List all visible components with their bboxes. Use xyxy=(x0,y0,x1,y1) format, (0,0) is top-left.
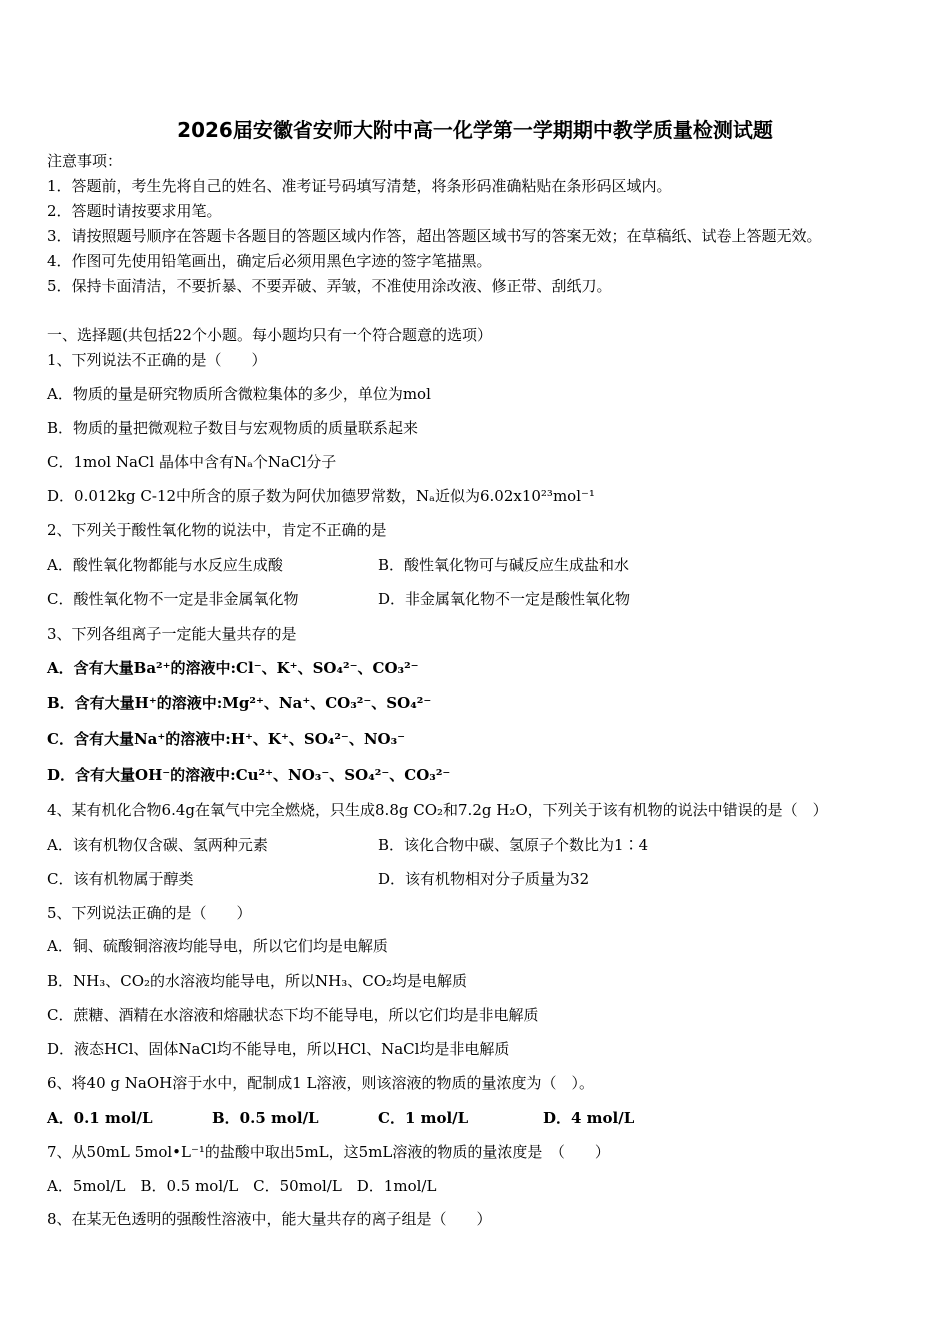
q2-option-b: B．酸性氧化物可与碱反应生成盐和水 xyxy=(378,556,630,574)
question-1-stem: 1、下列说法不正确的是（ ） xyxy=(47,351,267,369)
page-title: 2026届安徽省安师大附中高一化学第一学期期中教学质量检测试题 xyxy=(177,118,773,142)
q1-option-c: C．1mol NaCl 晶体中含有Nₐ个NaCl分子 xyxy=(47,453,337,471)
note-2: 2．答题时请按要求用笔。 xyxy=(47,202,222,220)
question-7-stem: 7、从50mL 5mol•L⁻¹的盐酸中取出5mL，这5mL溶液的物质的量浓度是 （ ） xyxy=(47,1143,610,1161)
q5-option-d: D．液态HCl、固体NaCl均不能导电，所以HCl、NaCl均是非电解质 xyxy=(47,1040,510,1058)
question-2-stem: 2、下列关于酸性氧化物的说法中，肯定不正确的是 xyxy=(47,521,387,539)
note-4: 4．作图可先使用铅笔画出，确定后必须用黑色字迹的签字笔描黑。 xyxy=(47,252,492,270)
q2-option-d: D．非金属氧化物不一定是酸性氧化物 xyxy=(378,590,631,608)
notes-heading: 注意事项： xyxy=(47,152,123,170)
note-1: 1．答题前，考生先将自己的姓名、准考证号码填写清楚，将条形码准确粘贴在条形码区域内。 xyxy=(47,177,672,195)
section-heading: 一、选择题(共包括22个小题。每小题均只有一个符合题意的选项） xyxy=(47,326,492,344)
q4-option-a: A．该有机物仅含碳、氢两种元素 xyxy=(47,836,268,854)
q3-option-c: C．含有大量Na⁺的溶液中:H⁺、K⁺、SO₄²⁻、NO₃⁻ xyxy=(47,730,406,748)
q6-option-d: D．4 mol/L xyxy=(543,1109,635,1127)
q3-option-b: B．含有大量H⁺的溶液中:Mg²⁺、Na⁺、CO₃²⁻、SO₄²⁻ xyxy=(47,694,432,712)
q3-option-a: A．含有大量Ba²⁺的溶液中:Cl⁻、K⁺、SO₄²⁻、CO₃²⁻ xyxy=(47,659,419,677)
q2-option-c: C．酸性氧化物不一定是非金属氧化物 xyxy=(47,590,299,608)
q6-option-c: C．1 mol/L xyxy=(378,1109,469,1127)
q1-option-d: D．0.012kg C-12中所含的原子数为阿伏加德罗常数，Nₐ近似为6.02x10²³mol⁻¹ xyxy=(47,487,595,505)
q1-option-a: A．物质的量是研究物质所含微粒集体的多少，单位为mol xyxy=(47,385,431,403)
q6-option-a: A．0.1 mol/L xyxy=(47,1109,153,1127)
q3-option-d: D．含有大量OH⁻的溶液中:Cu²⁺、NO₃⁻、SO₄²⁻、CO₃²⁻ xyxy=(47,766,451,784)
q4-option-d: D．该有机物相对分子质量为32 xyxy=(378,870,590,888)
q4-option-b: B．该化合物中碳、氢原子个数比为1∶4 xyxy=(378,836,649,854)
note-3: 3．请按照题号顺序在答题卡各题目的答题区域内作答，超出答题区域书写的答案无效；在草稿纸、试卷上答题无效。 xyxy=(47,227,822,245)
question-8-stem: 8、在某无色透明的强酸性溶液中，能大量共存的离子组是（ ） xyxy=(47,1210,492,1228)
q5-option-c: C．蔗糖、酒精在水溶液和熔融状态下均不能导电，所以它们均是非电解质 xyxy=(47,1006,539,1024)
question-6-stem: 6、将40 g NaOH溶于水中，配制成1 L溶液，则该溶液的物质的量浓度为（ ）。 xyxy=(47,1074,594,1092)
q6-option-b: B．0.5 mol/L xyxy=(212,1109,319,1127)
note-5: 5．保持卡面清洁，不要折暴、不要弄破、弄皱，不准使用涂改液、修正带、刮纸刀。 xyxy=(47,277,612,295)
q1-option-b: B．物质的量把微观粒子数目与宏观物质的质量联系起来 xyxy=(47,419,419,437)
q5-option-a: A．铜、硫酸铜溶液均能导电，所以它们均是电解质 xyxy=(47,937,388,955)
question-4-stem: 4、某有机化合物6.4g在氧气中完全燃烧，只生成8.8g CO₂和7.2g H₂O，下列关于该有机物的说法中错误的是（ ） xyxy=(47,801,828,819)
q2-option-a: A．酸性氧化物都能与水反应生成酸 xyxy=(47,556,283,574)
q5-option-b: B．NH₃、CO₂的水溶液均能导电，所以NH₃、CO₂均是电解质 xyxy=(47,972,468,990)
q7-options: A．5mol/L B．0.5 mol/L C．50mol/L D．1mol/L xyxy=(47,1177,437,1195)
question-3-stem: 3、下列各组离子一定能大量共存的是 xyxy=(47,625,297,643)
q4-option-c: C．该有机物属于醇类 xyxy=(47,870,194,888)
question-5-stem: 5、下列说法正确的是（ ） xyxy=(47,904,252,922)
